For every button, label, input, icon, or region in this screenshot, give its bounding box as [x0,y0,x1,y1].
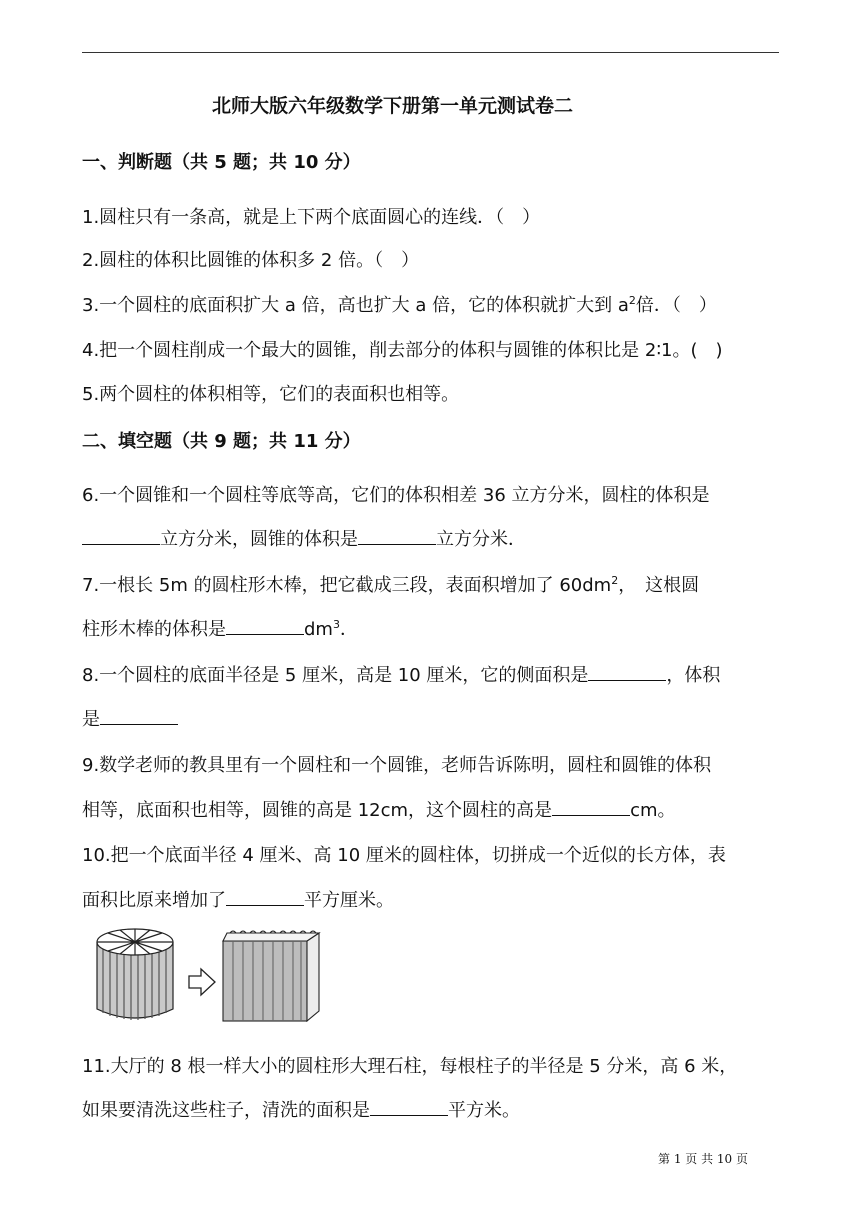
answer-blank[interactable] [588,664,666,681]
right-arrow-icon [189,969,215,995]
question-8-text-a: 8.一个圆柱的底面半径是 5 厘米，高是 10 厘米，它的侧面积是 [82,665,589,686]
question-9-line2 [82,796,676,822]
question-5: 5.两个圆柱的体积相等，它们的表面积也相等。 [82,384,460,405]
answer-blank[interactable] [226,618,304,635]
sliced-cylinder [97,929,173,1020]
question-10-line2 [82,886,394,912]
question-3-exponent: 2 [628,294,636,307]
question-9-text-a: 相等，底面积也相等，圆锥的高是 12cm，这个圆柱的高是 [82,800,553,821]
question-7-unit-exponent: 3 [332,618,340,631]
question-6-text-b: 立方分米． [436,529,526,550]
question-6-text-a: 立方分米，圆锥的体积是 [160,529,358,550]
question-10-text-b: 平方厘米。 [304,890,394,911]
page-title: 北师大版六年级数学下册第一单元测试卷二 [211,95,573,117]
question-11-line2 [82,1096,520,1122]
question-7-text-d: ． [339,619,358,640]
question-8-text-c: 是 [82,709,100,730]
question-3 [82,291,717,317]
question-4: 4.把一个圆柱削成一个最大的圆锥，削去部分的体积与圆锥的体积比是 2∶1。( ) [82,340,723,361]
section-heading-judgement: 一、判断题（共 5 题；共 10 分） [82,152,361,173]
question-10-line1: 10.把一个底面半径 4 厘米、高 10 厘米的圆柱体，切拼成一个近似的长方体，表 [82,845,726,866]
answer-blank[interactable] [226,889,304,906]
question-8-text-b: ，体积 [666,665,721,686]
section-heading-fill-blank: 二、填空题（共 9 题；共 11 分） [82,431,361,452]
question-3-text: 3.一个圆柱的底面积扩大 a 倍，高也扩大 a 倍，它的体积就扩大到 a [82,295,629,316]
question-10-text-a: 面积比原来增加了 [82,890,226,911]
question-2: 2.圆柱的体积比圆锥的体积多 2 倍。（ ） [82,250,420,271]
question-7-exponent: 2 [611,574,619,587]
question-8-line1 [82,661,720,687]
question-11-text-b: 平方米。 [448,1100,520,1121]
answer-blank[interactable] [100,708,178,725]
page-number-footer: 第 1 页 共 10 页 [658,1152,748,1166]
question-9-text-b: cm。 [630,800,676,821]
answer-blank[interactable] [358,528,436,545]
question-11-line1: 11.大厅的 8 根一样大小的圆柱形大理石柱，每根柱子的半径是 5 分米，高 6 米， [82,1056,738,1077]
question-7-text-a: 7.一根长 5m 的圆柱形木棒，把它截成三段，表面积增加了 60dm [82,575,612,596]
question-9-line1: 9.数学老师的教具里有一个圆柱和一个圆锥，老师告诉陈明，圆柱和圆锥的体积 [82,755,712,776]
question-8-line2 [82,705,178,731]
question-7-text-b: ， 这根圆 [618,575,700,596]
cuboid-from-slices [223,931,319,1021]
question-3-tail: 倍．（ ） [635,295,717,316]
header-rule [82,52,779,53]
cylinder-to-cuboid-figure [93,927,333,1027]
question-6-line2 [82,525,526,551]
question-6-line1: 6.一个圆锥和一个圆柱等底等高，它们的体积相差 36 立方分米，圆柱的体积是 [82,485,710,506]
question-11-text-a: 如果要清洗这些柱子，清洗的面积是 [82,1100,370,1121]
question-7-unit: dm [304,619,333,640]
question-7-text-c: 柱形木棒的体积是 [82,619,226,640]
question-1: 1.圆柱只有一条高，就是上下两个底面圆心的连线．（ ） [82,207,541,228]
answer-blank[interactable] [552,799,630,816]
answer-blank[interactable] [82,528,160,545]
question-7-line1 [82,571,699,597]
question-7-line2 [82,615,358,641]
answer-blank[interactable] [370,1099,448,1116]
